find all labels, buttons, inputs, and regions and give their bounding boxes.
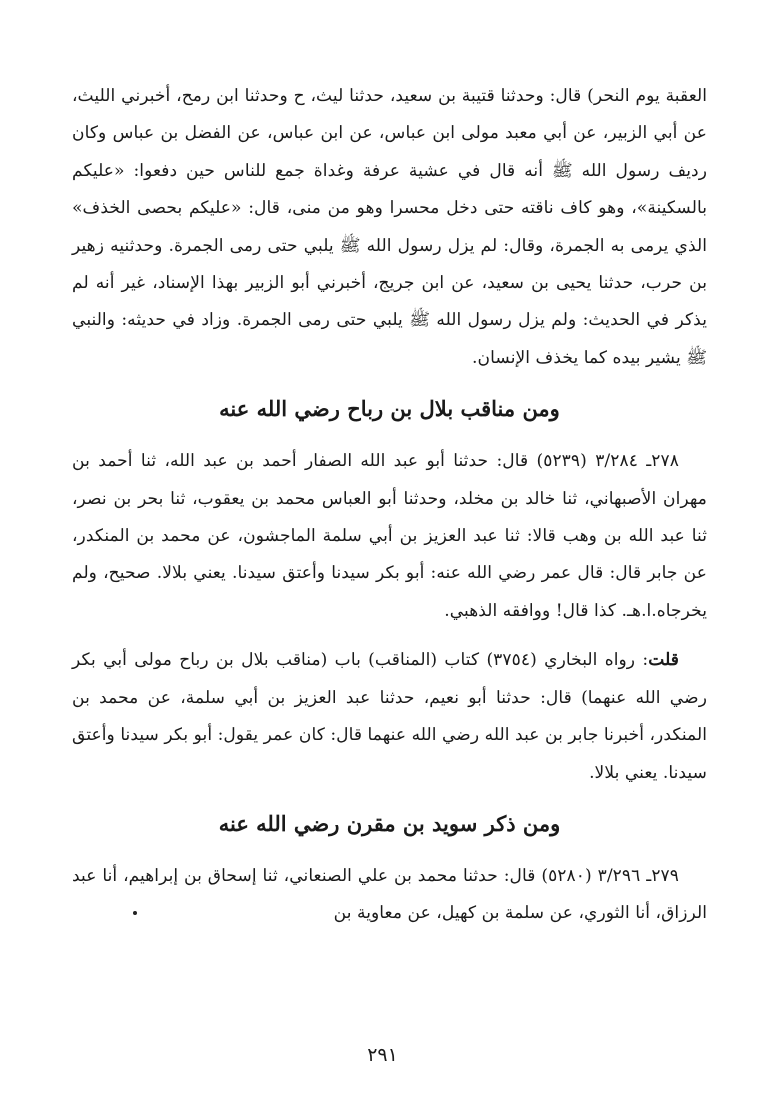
paragraph-hadith-278: ٢٧٨ـ ٣/٢٨٤ (٥٢٣٩) قال: حدثنا أبو عبد الله الصفار أحمد بن عبد الله، ثنا أحمد بن مهران الأصبهاني، ثنا خالد بن مخلد، وحدثنا أبو العباس محمد بن يعقوب، ثنا بحر بن نصر، ثنا عبد الله بن وهب قالا: ثنا عبد العزيز بن أبي سلمة الماجشون، عن محمد بن المنكدر، عن جابر قال: قال عمر رضي الله عنه: أبو بكر سيدنا وأعتق سيدنا. يعني بلالا. صحيح، ولم يخرجاه.ا.هـ. كذا قال! ووافقه الذهبي. (72, 451, 707, 621)
section-heading-suwayd: ومن ذكر سويد بن مقرن رضي الله عنه (218, 810, 561, 836)
page-number: ٢٩١ (367, 1044, 398, 1066)
page-body (72, 78, 707, 933)
paragraph-commentary (72, 642, 707, 792)
paragraph-hadith-279: ٢٧٩ـ ٣/٢٩٦ (٥٢٨٠) قال: حدثنا محمد بن علي الصنعاني، ثنا إسحاق بن إبراهيم، أنا عبد الرزاق، أنا الثوري، عن سلمة بن كهيل، عن معاوية بن (72, 865, 707, 924)
commentary-text: : رواه البخاري (٣٧٥٤) كتاب (المناقب) باب (مناقب بلال بن رباح مولى أبي بكر رضي الله عنهما) قال: حدثنا أبو نعيم، حدثنا عبد العزيز بن أبي سلمة، عن محمد بن المنكدر، أخبرنا جابر بن عبد الله رضي الله عنهما قال: كان عمر يقول: أبو بكر سيدنا وأعتق سيدنا. يعني بلالا. (72, 650, 707, 783)
paragraph-hadith-continuation: العقبة يوم النحر) قال: وحدثنا قتيبة بن سعيد، حدثنا ليث، ح وحدثنا ابن رمح، أخبرني الليث، عن أبي الزبير، عن أبي معبد مولى ابن عباس، عن ابن عباس، عن الفضل بن عباس وكان رديف رسول الله ﷺ أنه قال في عشية عرفة وغداة جمع للناس حين دفعوا: «عليكم بالسكينة»، وهو كاف ناقته حتى دخل محسرا وهو من منى، قال: «عليكم بحصى الخذف» الذي يرمى به الجمرة، وقال: لم يزل رسول الله ﷺ يلبي حتى رمى الجمرة. وحدثنيه زهير بن حرب، حدثنا يحيى بن سعيد، عن ابن جريج، أخبرني أبو الزبير بهذا الإسناد، غير أنه لم يذكر في الحديث: ولم يزل رسول الله ﷺ يلبي حتى رمى الجمرة. وزاد في حديثه: والنبي ﷺ يشير بيده كما يخذف الإنسان. (72, 86, 707, 368)
stray-mark (133, 911, 137, 915)
section-heading-bilal: ومن مناقب بلال بن رباح رضي الله عنه (219, 396, 560, 422)
commentary-label: قلت (648, 650, 679, 671)
